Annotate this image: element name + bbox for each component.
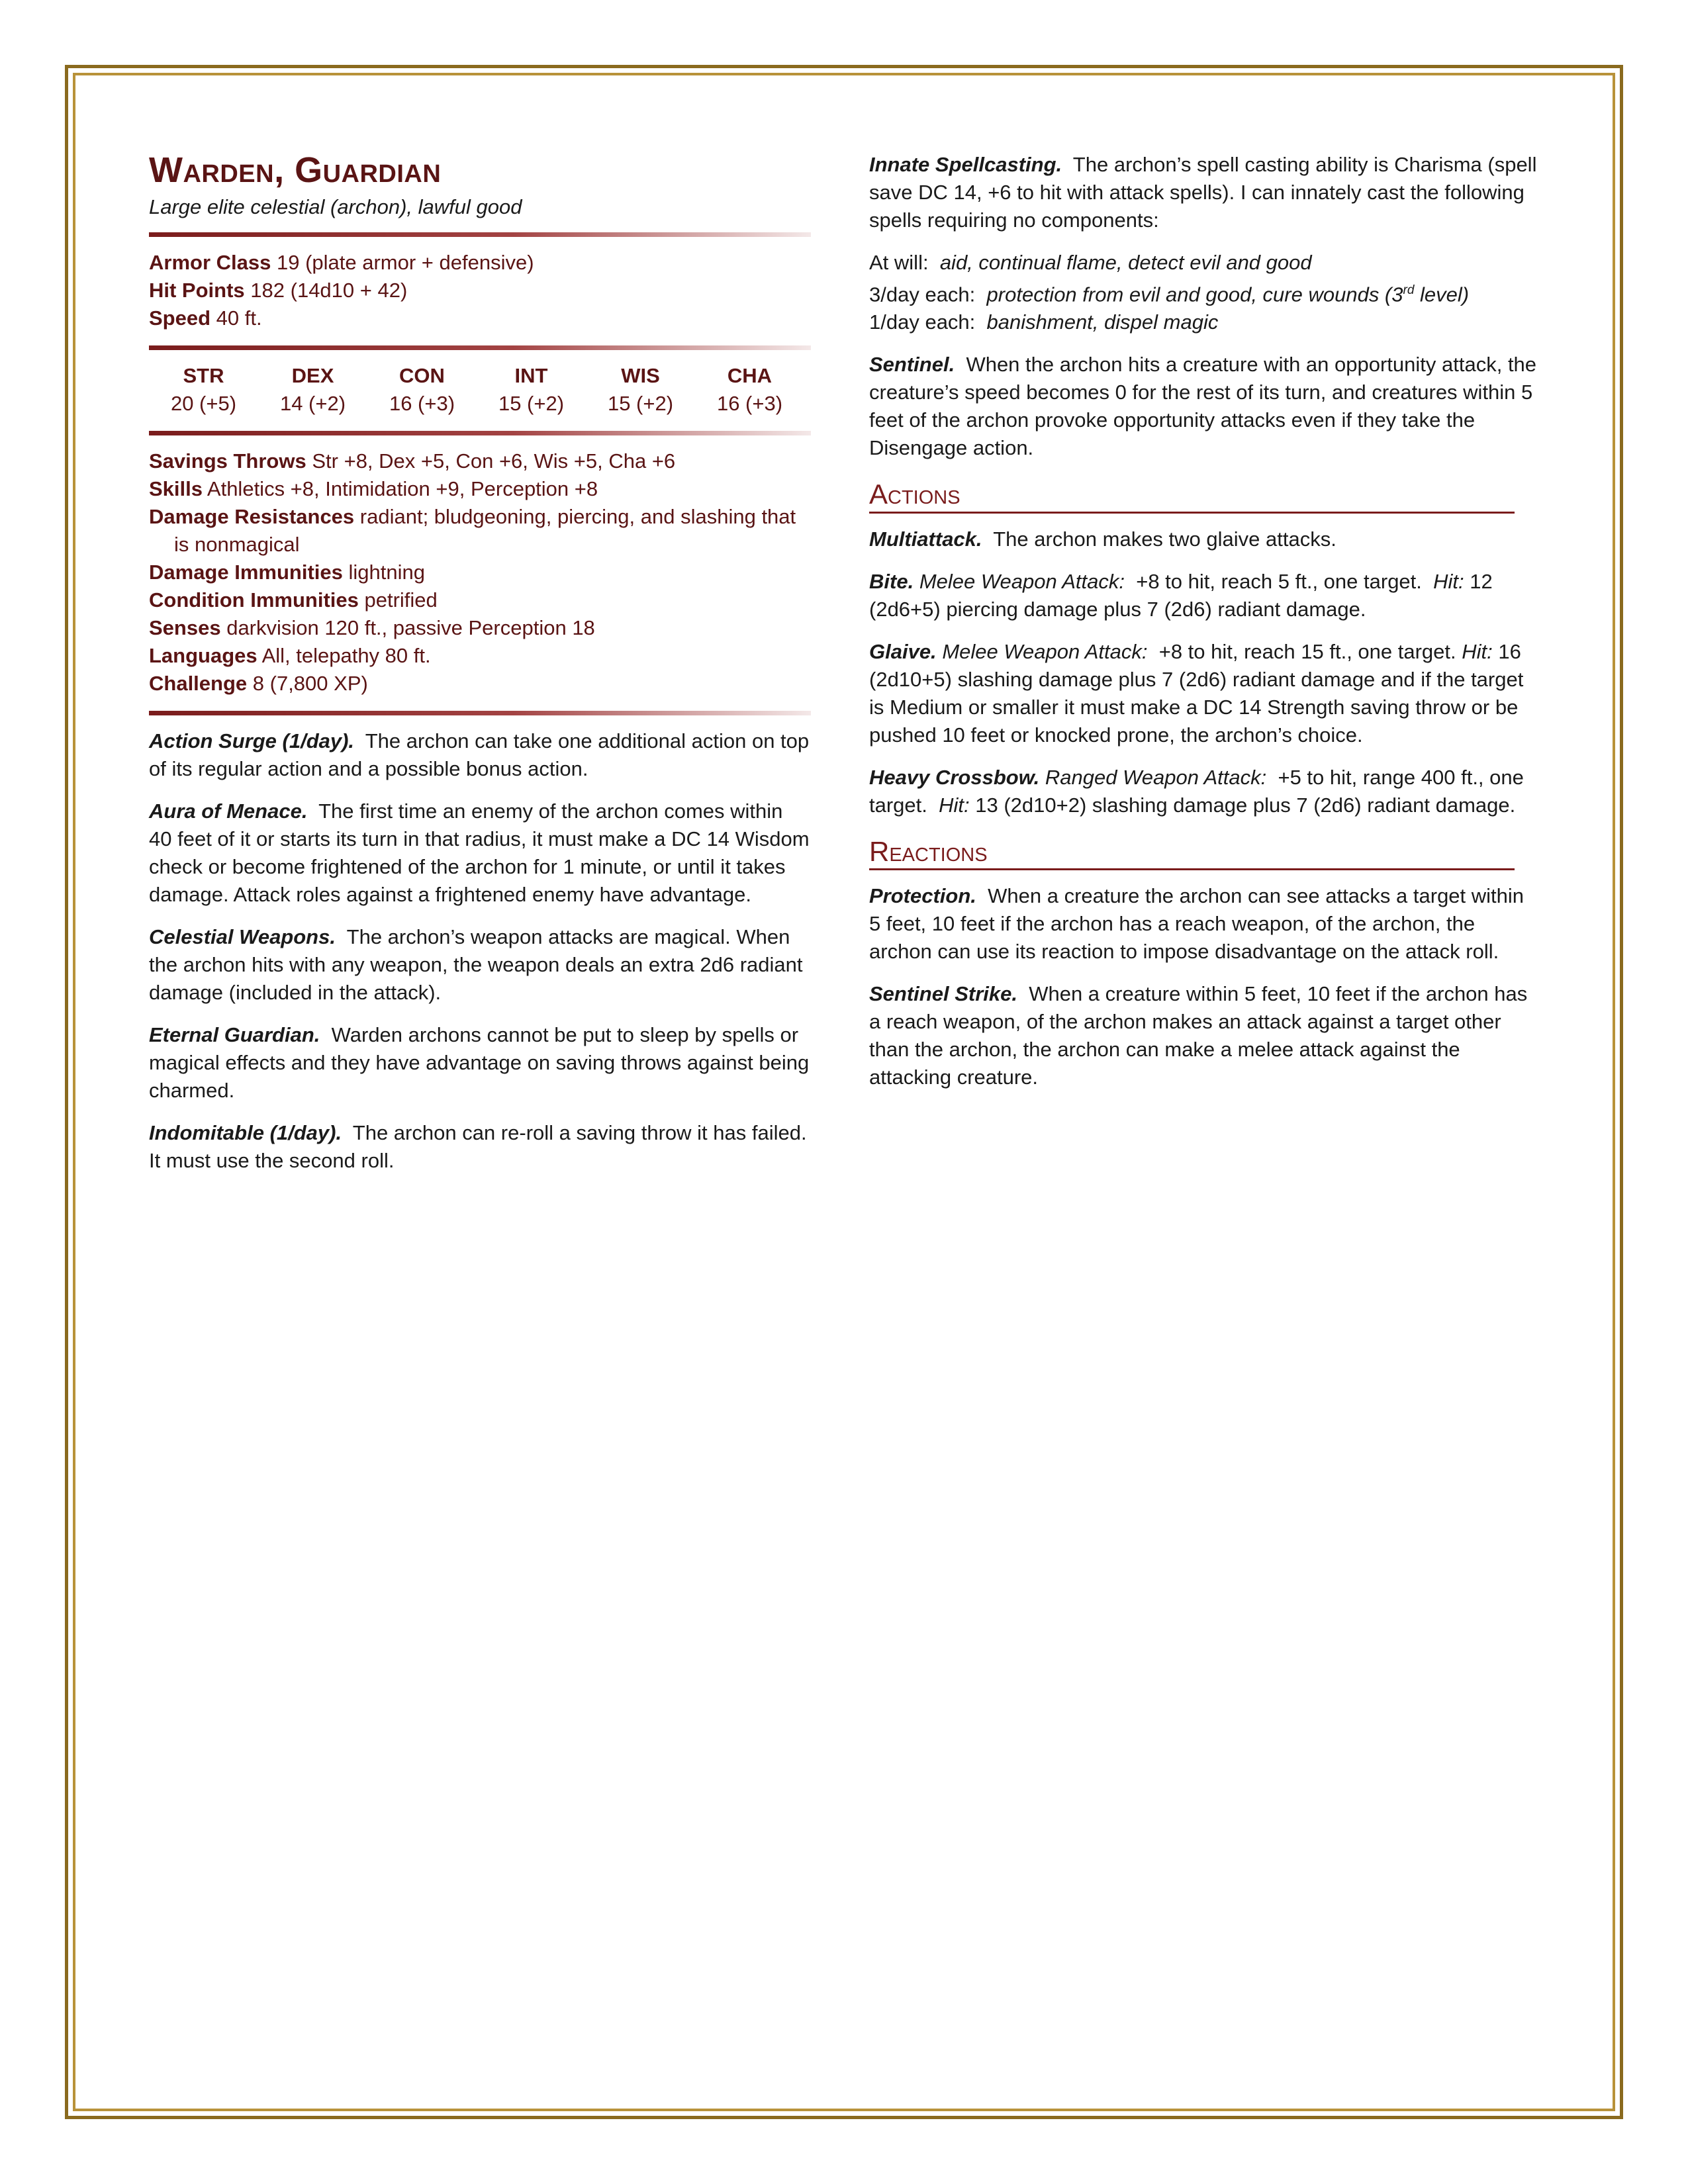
monster-name: Warden, Guardian: [149, 150, 442, 190]
ability-cha: CHA 16 (+3): [716, 364, 783, 416]
languages: Languages All, telepathy 80 ft.: [149, 644, 431, 668]
action-bite: Bite. Melee Weapon Attack: +8 to hit, reach 5 ft., one target. Hit: 12 (2d6+5) piercing damage plus 7 (2d6) radiant damage.: [869, 569, 1493, 621]
speed: Speed 40 ft.: [149, 306, 262, 330]
condition-immunities: Condition Immunities petrified: [149, 588, 438, 612]
trait-indomitable: Indomitable (1/day). The archon can re-roll a saving throw it has failed. It must use the second roll.: [149, 1121, 807, 1173]
divider: [149, 345, 811, 350]
reaction-sentinel-strike: Sentinel Strike. When a creature within 5 feet, 10 feet if the archon has a reach weapon, of the archon makes an attack against a target other than the archon, the archon can make a melee attack against the attacking creature.: [869, 981, 1528, 1089]
damage-immunities: Damage Immunities lightning: [149, 561, 425, 584]
trait-celestial-weapons: Celestial Weapons. The archon’s weapon attacks are magical. When the archon hits with any weapon, the weapon deals an extra 2d6 radiant damage (included in the attack).: [149, 925, 803, 1005]
spells-3-per-day: 3/day each: protection from evil and good, cure wounds (3rd level): [869, 283, 1470, 306]
trait-innate-spellcasting: Innate Spellcasting. The archon’s spell casting ability is Charisma (spell save DC 14, +6 to hit with attack spells). I can innately cast the following spells requiring no components:: [869, 153, 1537, 232]
action-heavy-crossbow: Heavy Crossbow. Ranged Weapon Attack: +5 to hit, range 400 ft., one target. Hit: 13 (2d10+2) slashing damage plus 7 (2d6) radiant damage.: [869, 765, 1524, 817]
divider: [149, 431, 811, 435]
spell-list: [869, 249, 1538, 336]
action-glaive: Glaive. Melee Weapon Attack: +8 to hit, reach 15 ft., one target. Hit: 16 (2d10+5) slashing damage plus 7 (2d6) radiant damage and if the target is Medium or smaller it must make a DC 14 Strength saving throw or be pushed 10 feet or knocked prone, the archon’s choice.: [869, 639, 1524, 747]
stat-block-left-column: [149, 151, 811, 1189]
divider: [149, 711, 811, 715]
damage-resistances: Damage Resistances radiant; bludgeoning, piercing, and slashing that is nonmagical: [149, 505, 796, 557]
spells-at-will: At will: aid, continual flame, detect evil and good: [869, 251, 1312, 274]
reaction-protection: Protection. When a creature the archon can see attacks a target within 5 feet, 10 feet if the archon has a reach weapon, of the archon, the archon can use its reaction to impose disadvantage on the attack roll.: [869, 884, 1524, 963]
hit-points: Hit Points 182 (14d10 + 42): [149, 279, 408, 302]
trait-sentinel: Sentinel. When the archon hits a creature with an opportunity attack, the creature’s speed becomes 0 for the rest of its turn, and creatures within 5 feet of the archon provoke opportunity attacks even if they take the Disengage action.: [869, 353, 1537, 460]
divider: [149, 232, 811, 237]
action-multiattack: Multiattack. The archon makes two glaive attacks.: [869, 527, 1336, 551]
skills: Skills Athletics +8, Intimidation +9, Perception +8: [149, 477, 598, 501]
ability-scores: [149, 362, 811, 418]
ability-dex: DEX 14 (+2): [279, 364, 346, 416]
challenge: Challenge 8 (7,800 XP): [149, 672, 368, 696]
actions-heading: Actions: [869, 479, 1515, 513]
armor-class: Armor Class 19 (plate armor + defensive): [149, 251, 534, 275]
trait-aura-of-menace: Aura of Menace. The first time an enemy of the archon comes within 40 feet of it or starts its turn in that radius, it must make a DC 14 Wisdom check or become frightened of the archon for 1 minute, or until it takes damage. Attack roles against a frightened enemy have advantage.: [149, 799, 810, 907]
trait-action-surge: Action Surge (1/day). The archon can take one additional action on top of its regular action and a possible bonus action.: [149, 729, 810, 781]
ability-str: STR 20 (+5): [170, 364, 237, 416]
senses: Senses darkvision 120 ft., passive Perception 18: [149, 616, 595, 640]
spells-1-per-day: 1/day each: banishment, dispel magic: [869, 310, 1219, 334]
ability-int: INT 15 (+2): [498, 364, 565, 416]
monster-type-line: Large elite celestial (archon), lawful good: [149, 195, 522, 219]
stat-block-right-column: [869, 151, 1538, 1106]
ability-con: CON 16 (+3): [389, 364, 455, 416]
ability-wis: WIS 15 (+2): [607, 364, 674, 416]
reactions-heading: Reactions: [869, 837, 1515, 870]
saving-throws: Savings Throws Str +8, Dex +5, Con +6, Wis +5, Cha +6: [149, 449, 676, 473]
trait-eternal-guardian: Eternal Guardian. Warden archons cannot be put to sleep by spells or magical effects and they have advantage on saving throws against being charmed.: [149, 1023, 810, 1103]
